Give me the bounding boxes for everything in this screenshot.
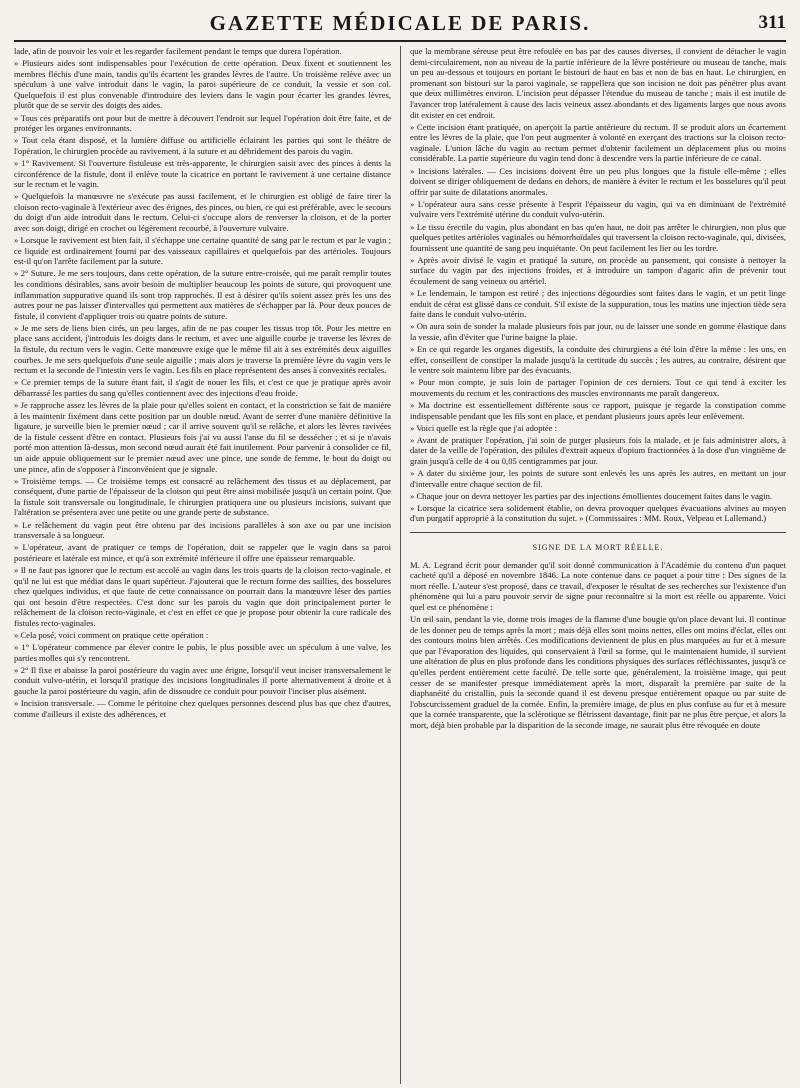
paragraph: » En ce qui regarde les organes digestifs, la conduite des chirurgiens a été loin d'être la même : les uns, en effet, conseillent de constiper la malade jusqu'à la certitude du succès ; les autres, au contraire, désirent que le ventre soit maintenu libre par des évacuants. [410, 344, 786, 376]
paragraph: M. A. Legrand écrit pour demander qu'il soit donné communication à l'Académie du contenu d'un paquet cacheté qu'il a déposé en novembre 1846. La note contenue dans ce paquet a pour titre : Des signes de la mort réelle. L'auteur s'est proposé, dans ce travail, d'exposer le résultat de ses recherches sur l'existence d'un phénomène qui lui a paru pouvoir servir de signe pour reconnaître si la mort est réelle ou apparente. Voici quel est ce phénomène : [410, 559, 786, 612]
page-header [14, 6, 786, 42]
paragraph: » L'opérateur, avant de pratiquer ce temps de l'opération, doit se rappeler que le vagin dans sa paroi postérieure et latérale est mince, et qu'à son extrémité inférieure il offre une épaisseur remarquable. [14, 542, 391, 563]
paragraph: » Le lendemain, le tampon est retiré ; des injections dégourdies sont faites dans le vagin, et un petit linge enduit de cérat est glissé dans ce conduit. S'il existe de la suppuration, tous les matins une injection tiède sera faite dans le conduit vulvo-utérin. [410, 288, 786, 320]
paragraph: » Lorsque la cicatrice sera solidement établie, on devra provoquer quelques évacuations alvines au moyen d'un purgatif approprié à la constitution du sujet. » (Commissaires : MM. Roux, Velpeau et Lallemand.) [410, 502, 786, 524]
paragraph: » Voici quelle est la règle que j'ai adoptée : [410, 422, 558, 433]
paragraph: » Avant de pratiquer l'opération, j'ai soin de purger plusieurs fois la malade, et je fais administrer alors, à dater de la veille de l'opération, des pilules d'extrait aqueux d'opium fractionnées à la dose d'un vingtième de grain jusqu'à celle de 4 ou 0,05 centigrammes par jour. [410, 434, 786, 466]
paragraph: » Troisième temps. — Ce troisième temps est consacré au relâchement des tissus et au déplacement, par conséquent, d'une partie de l'épaisseur de la cloison qui peut être ainsi mobilisée jusqu'à un certain point. Que la fistule soit transversale ou longitudinale, le chirurgien pratiquera une ou plusieurs incisions, suivant que l'altération se présentera avec une petite ou une grande perte de substance. [14, 475, 391, 518]
paragraph: » Ma doctrine est essentiellement différente sous ce rapport, puisque je regarde la constipation comme indispensable pendant que les fils sont en place, et pendant plusieurs jours après leur enlèvement. [410, 400, 786, 421]
paragraph: » Quelquefois la manœuvre ne s'exécute pas aussi facilement, et le chirurgien est obligé de faire tirer la cloison recto-vaginale à l'extérieur avec des érignes, des pinces, ou bien, ce qui est préférable, avec le secours du doigt d'un aide introduit dans le rectum. Celui-ci s'occupe alors de renverser la cloison, et de la porter avec son doigt, dirigé en crochet ou légèrement recourbé, à l'ouverture vulvaire. [14, 191, 391, 233]
paragraph: » Tous ces préparatifs ont pour but de mettre à découvert l'endroit sur lequel l'opération doit être faite, et de protéger les organes environnants. [14, 112, 391, 134]
paragraph: » Tout cela étant disposé, et la lumière diffuse ou artificielle éclairant les parties qui sont le théâtre de l'opération, le chirurgien procède au ravivement, à la suture et au débridement des parois du vagin. [14, 135, 391, 156]
paragraph: » 2° Suture. Je me sers toujours, dans cette opération, de la suture entre-croisée, qui me paraît remplir toutes les conditions désirables, sans avoir besoin de multiplier beaucoup les points de suture, qui provoquent une inflammation suppurative quand ils sont trop rapprochés. Il est à désirer qu'ils soient assez près les uns des autres pour ne pas laisser d'intervalles qui permettent aux matières de s'échapper par là. Pour deux pouces de fistule, il convient d'appliquer trois ou quatre points de suture. [14, 268, 391, 321]
paragraph: lade, afin de pouvoir les voir et les regarder facilement pendant le temps que durera l'opération. [14, 46, 342, 56]
paragraph: » Cela posé, voici comment on pratique cette opération : [14, 629, 209, 640]
section-divider [410, 532, 786, 533]
paragraph: » Je me sers de liens bien cirés, un peu larges, afin de ne pas couper les tissus trop tôt. Pour les mettre en place sans accident, j'introduis les doigts dans le rectum, et avec une aiguille courbe je traverse les lèvres de la fistule, du rectum vers le vagin. Cette manœuvre exige que le même fil ait à ses extrémités deux aiguilles courbes. Je me sers quelquefois d'une seule aiguille ; mais alors je traverse la première lèvre du vagin vers le rectum et la seconde de l'intestin vers le vagin. Les fils en place représentent des anses à convexités rectales. [14, 322, 391, 376]
paragraph: » Plusieurs aides sont indispensables pour l'exécution de cette opération. Deux fixent et soutiennent les membres fléchis d'une main, tandis qu'ils écartent les grandes lèvres de l'autre. Un troisième relève avec un spéculum à une valve introduit dans le vagin, la paroi supérieure de ce conduit, la vessie et son col. Quelquefois il est plus convenable d'introduire des leviers dans le vagin pour écarter les grandes lèvres, plutôt que de se servir des doigts des aides. [14, 58, 391, 111]
text-columns [14, 46, 786, 1084]
paragraph: » Pour mon compte, je suis loin de partager l'opinion de ces derniers. Tout ce qui tend à exciter les mouvements du rectum et les contractions des muscles environnants me paraît dangereux. [410, 377, 786, 398]
paragraph: » On aura soin de sonder la malade plusieurs fois par jour, ou de laisser une sonde en gomme élastique dans la vessie, afin d'éviter que l'urine baigne la plaie. [410, 321, 786, 342]
journal-title: GAZETTE MÉDICALE DE PARIS. [209, 10, 591, 35]
paragraph: » 2° Il fixe et abaisse la paroi postérieure du vagin avec une érigne, lorsqu'il veut inciser transversalement le conduit vulvo-utérin, et lorsqu'il pratique des incisions longitudinales il porte alternativement à droite et à gauche la paroi postérieure du vagin, afin de dissoudre ce conduit pour pouvoir l'inciser plus aisément. [14, 664, 391, 696]
paragraph: que la membrane séreuse peut être refoulée en bas par des causes diverses, il convient de détacher le vagin demi-circulairement, non au niveau de la partie inférieure de la lèvre postérieure ou museau de tanche, mais un peu au-dessous et toujours en portant le bistouri de haut en bas et non de bas en haut. Le chirurgien, en promenant son bistouri sur la paroi vaginale, se rappellera que son incision ne doit pas pénétrer plus avant que deux millimètres environ. L'incision peut dépasser l'étendue du museau de tanche ; mais il est inutile de l'avancer trop latéralement à cause des lacis veineux assez abondants et des ligaments larges que nous avons dit exister en cet endroit. [410, 46, 786, 120]
left-column [14, 46, 400, 1084]
paragraph: » Incision transversale. — Comme le péritoine chez quelques personnes descend plus bas que chez d'autres, comme d'ailleurs il existe des adhérences, et [14, 698, 391, 719]
section-title: SIGNE DE LA MORT RÉELLE. [532, 543, 664, 553]
paragraph: » Chaque jour on devra nettoyer les parties par des injections émollientes doucement faites dans le vagin. [410, 490, 773, 501]
paragraph: » Ce premier temps de la suture étant fait, il s'agit de nouer les fils, et c'est ce que je pratique après avoir débarrassé les parties du sang qu'elles contiennent avec des injections d'eau froide. [14, 377, 391, 398]
paragraph: » Le tissu érectile du vagin, plus abondant en bas qu'en haut, ne doit pas arrêter le chirurgien, non plus que quelques petites artérioles vaginales ou hémorrhoïdales qui traversent la cloison recto-vaginale, qui, divisées, fournissent une quantité de sang peu inquiétante. On peut facilement les lier ou les tordre. [410, 221, 786, 253]
paragraph: » 1° Ravivement. Si l'ouverture fistuleuse est très-apparente, le chirurgien saisit avec des pinces à dents la circonférence de la fistule, dont il enlève toute la cicatrice en portant le ravivement à une certaine distance sur le rectum et le vagin. [14, 157, 391, 190]
right-column [400, 46, 786, 1084]
page-number: 311 [758, 12, 786, 33]
paragraph: » Cette incision étant pratiquée, on aperçoit la partie antérieure du rectum. Il se produit alors un écartement entre les lèvres de la plaie, que l'on peut augmenter à volonté en exerçant des tractions sur la cloison recto-vaginale. L'union lâche du vagin au rectum permet d'obtenir facilement un déplacement plus ou moins considérable. La partie supérieure du vagin tend donc à descendre vers la partie inférieure de ce canal. [410, 121, 786, 164]
paragraph: » Après avoir divisé le vagin et pratiqué la suture, on procède au pansement, qui consiste à nettoyer la surface du vagin par des injections froides, et à introduire un tampon d'agaric afin de prévenir tout écoulement de sang veineux ou artériel. [410, 254, 786, 286]
paragraph: » A dater du sixième jour, les points de suture sont enlevés les uns après les autres, en mettant un jour d'intervalle entre chaque section de fil. [410, 468, 786, 489]
paragraph: » Le relâchement du vagin peut être obtenu par des incisions parallèles à son axe ou par une incision transversale à sa longueur. [14, 519, 391, 541]
paragraph: » Lorsque le ravivement est bien fait, il s'échappe une certaine quantité de sang par le rectum et par le vagin ; ce liquide est ordinairement fourni par des vaisseaux capillaires et quelquefois par des artérioles. Toujours est-il qu'on l'arrête facilement par la suture. [14, 235, 391, 267]
paragraph: » 1° L'opérateur commence par élever contre le pubis, le plus possible avec un spéculum à une valve, les parties molles qui s'y rencontrent. [14, 642, 391, 663]
paragraph: » Incisions latérales. — Ces incisions doivent être un peu plus longues que la fistule elle-même ; elles doivent se diriger obliquement de dedans en dehors, de manière à éviter le rectum et les bosselures qu'il peut offrir par suite de dilatations anormales. [410, 165, 786, 197]
paragraph: » L'opérateur aura sans cesse présente à l'esprit l'épaisseur du vagin, qui va en diminuant de l'extrémité vulvaire vers l'extrémité utérine du conduit vulvo-utérin. [410, 198, 786, 220]
paragraph: » Je rapproche assez les lèvres de la plaie pour qu'elles soient en contact, et la constriction se fait de manière à les maintenir fixément dans cette position par un double nœud. Avant de serrer d'une manière définitive la ligature, je surveille bien le premier nœud ; car il arrive souvent qu'il se relâche, et alors les lèvres ravivées de la fistule cessent d'être en contact. Plusieurs fois j'ai vu aussi l'anse du fil se dessécher ; et si je n'avais porté mon attention là-dessus, mon second nœud aurait été fait inutilement. Pour parvenir à consolider ce fil, un aide appuie obliquement sur le premier nœud avec une pince, une sonde de femme, le bout du doigt ou une pince, afin de s'opposer à l'inconvénient que je signale. [14, 400, 391, 474]
paragraph: » Il ne faut pas ignorer que le rectum est accolé au vagin dans les trois quarts de la cloison recto-vaginale, et qu'il ne lui est que médiat dans le quart supérieur. J'ajouterai que le rectum forme des saillies, des bosselures chez quelques individus, et que faute de cette connaissance on pourrait dans la manœuvre léser des parties qui ont besoin d'être respectées. C'est donc sur les parois du vagin que doit principalement porter le relâchement de la cloison recto-vaginale, et c'est en effet ce que je propose pour obtenir la cure radicale des fistules recto-vaginales. [14, 564, 391, 628]
paragraph: Un œil sain, pendant la vie, donne trois images de la flamme d'une bougie qu'on place devant lui. Il continue de les donner peu de temps après la mort ; mais déjà elles sont moins nettes, elles ont moins d'éclat, elles ont des contours moins bien arrêtés. Ces modifications deviennent de plus en plus marquées au fur et à mesure que par l'évaporation des liquides, qui conservaient à l'œil sa forme, qui le maintenaient humide, il survient une altération de plus en plus profonde dans les conditions physiques des surfaces réfléchissantes, jusqu'à ce qu'elles perdent entièrement cette faculté. De telle sorte que, généralement, la troisième image, qui peut cesser de se manifester presque immédiatement après la mort, disparaît la première par suite de la diaphanéité du cristallin, puis la seconde quand il est devenu presque entièrement opaque ou par suite de l'obscurcissement graduel de la cornée. Enfin, la première image, de plus en plus confuse au fur et à mesure que la cornée transparente, que la sclérotique se flétrissent davantage, finit par ne plus être perçue, et alors la mort, déjà bien probable par la disparition de la seconde image, ne saurait plus être révoquée en doute [410, 614, 786, 731]
